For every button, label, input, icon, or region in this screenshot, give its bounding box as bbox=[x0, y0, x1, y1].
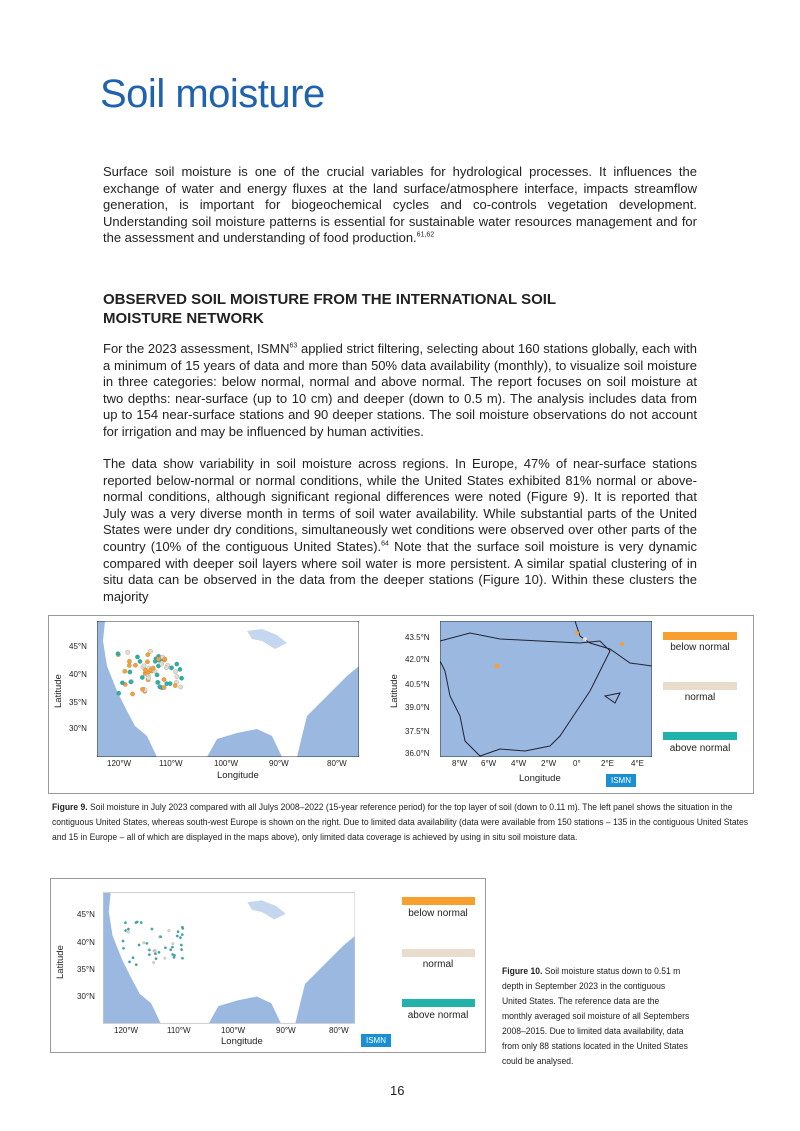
station-point bbox=[147, 676, 151, 680]
station-point bbox=[156, 657, 160, 661]
ismn-logo: ISMN bbox=[361, 1034, 391, 1047]
x-axis-label: Longitude bbox=[217, 770, 259, 781]
station-point bbox=[125, 650, 129, 654]
page-number: 16 bbox=[390, 1083, 405, 1098]
lat-tick: 43.5°N bbox=[405, 633, 430, 642]
para3-text-a: The data show variability in soil moisture across regions. In Europe, 47% of near-surface stations reported below-normal or normal conditions, while the United States exhibited 81% normal or above-normal conditions, although significant regional differences were noted (Figure 9). It is reported that July was a very diverse month in terms of soil water availability. While substantial parts of the United States were under dry conditions, simultaneously wet conditions were observed over other parts of the country (10% of the contiguous United States). bbox=[103, 456, 697, 554]
station-point bbox=[176, 935, 179, 938]
lon-tick: 4°W bbox=[511, 759, 527, 768]
lon-tick: 90°W bbox=[276, 1026, 296, 1035]
station-point bbox=[181, 933, 184, 936]
station-point bbox=[127, 659, 131, 663]
lat-tick: 30°N bbox=[77, 992, 95, 1001]
legend-label-normal: normal bbox=[422, 959, 454, 970]
legend-label-normal: normal bbox=[684, 692, 716, 703]
lon-tick: 6°W bbox=[481, 759, 497, 768]
station-point bbox=[164, 957, 167, 960]
us-map bbox=[97, 621, 359, 757]
station-point bbox=[127, 931, 130, 934]
station-point bbox=[178, 667, 182, 671]
figure-10 bbox=[50, 878, 486, 1053]
section-heading: OBSERVED SOIL MOISTURE FROM THE INTERNATIONAL SOIL MOISTURE NETWORK bbox=[103, 291, 556, 327]
para3-text-b: Note that the surface soil moisture is very dynamic compared with deeper soil layers where soil water is more persistent. A similar spatial clustering of in situ data can be observed in the data from the deeper stations (Figure 10). Within these clusters the majority bbox=[103, 538, 698, 604]
station-point bbox=[129, 680, 133, 684]
lon-tick: 80°W bbox=[327, 759, 347, 768]
station-point bbox=[165, 681, 169, 685]
lat-tick: 45°N bbox=[69, 642, 87, 651]
station-point bbox=[179, 936, 182, 939]
station-point bbox=[162, 685, 166, 689]
station-point bbox=[146, 653, 150, 657]
station-point bbox=[145, 660, 149, 664]
station-point bbox=[155, 680, 159, 684]
station-point bbox=[158, 951, 161, 954]
lat-tick: 45°N bbox=[77, 910, 95, 919]
lon-tick: 90°W bbox=[269, 759, 289, 768]
station-point bbox=[175, 662, 179, 666]
legend-label-above: above normal bbox=[407, 1010, 469, 1021]
station-point bbox=[159, 662, 163, 666]
lon-tick: 80°W bbox=[329, 1026, 349, 1035]
station-point bbox=[181, 957, 184, 960]
lat-tick: 35°N bbox=[77, 965, 95, 974]
station-point bbox=[154, 950, 157, 953]
europe-map bbox=[440, 621, 652, 757]
intro-paragraph bbox=[103, 164, 697, 247]
station-point bbox=[127, 928, 130, 931]
station-point bbox=[151, 666, 155, 670]
legend-swatch-normal bbox=[663, 682, 737, 690]
lat-tick: 42.0°N bbox=[405, 655, 430, 664]
station-point bbox=[140, 675, 144, 679]
lat-tick: 39.0°N bbox=[405, 703, 430, 712]
station-point bbox=[138, 944, 141, 947]
station-point bbox=[127, 663, 131, 667]
station-point bbox=[122, 940, 125, 943]
page-title: Soil moisture bbox=[100, 72, 325, 116]
station-point bbox=[120, 681, 124, 685]
paragraph-3 bbox=[103, 456, 697, 605]
station-point bbox=[142, 942, 145, 945]
footnote-ref: 64 bbox=[381, 540, 389, 548]
legend-swatch-normal bbox=[402, 949, 475, 957]
x-axis-label: Longitude bbox=[519, 773, 561, 784]
lon-tick: 120°W bbox=[107, 759, 132, 768]
figure-9-caption bbox=[52, 800, 760, 845]
figure-10-caption bbox=[502, 964, 691, 1069]
figure-9 bbox=[48, 615, 754, 794]
station-point bbox=[133, 663, 137, 667]
station-point bbox=[168, 929, 171, 932]
station-point bbox=[181, 926, 184, 929]
lon-tick: 4°E bbox=[631, 759, 644, 768]
lat-tick: 36.0°N bbox=[405, 749, 430, 758]
station-point bbox=[116, 652, 120, 656]
lat-tick: 40.5°N bbox=[405, 680, 430, 689]
y-axis-label: Latitude bbox=[389, 674, 400, 708]
station-point bbox=[135, 655, 139, 659]
station-point bbox=[124, 921, 127, 924]
station-point bbox=[180, 948, 183, 951]
station-point bbox=[179, 676, 183, 680]
lon-tick: 0° bbox=[573, 759, 581, 768]
station-point bbox=[136, 921, 139, 924]
station-point bbox=[148, 949, 151, 952]
lat-tick: 40°N bbox=[69, 670, 87, 679]
footnote-ref: 61,62 bbox=[416, 232, 435, 240]
lon-tick: 110°W bbox=[159, 759, 183, 768]
station-point bbox=[169, 949, 172, 952]
station-point bbox=[177, 930, 180, 933]
station-point bbox=[128, 670, 132, 674]
x-axis-label: Longitude bbox=[221, 1036, 263, 1047]
station-point bbox=[164, 665, 168, 669]
lon-tick: 2°E bbox=[601, 759, 614, 768]
caption-text: Soil moisture status down to 0.51 m depth in September 2023 in the contiguous United States. The reference data are the monthly averaged soil moisture of all Septembers 2008–2015. Due to limited data availability, data from only 88 stations located in the United States could be analysed. bbox=[502, 966, 690, 1066]
caption-label: Figure 10. bbox=[502, 966, 543, 976]
station-point bbox=[159, 935, 162, 938]
station-point bbox=[138, 659, 142, 663]
station-point bbox=[128, 961, 131, 964]
station-point bbox=[155, 957, 158, 960]
caption-label: Figure 9. bbox=[52, 802, 88, 812]
lon-tick: 120°W bbox=[114, 1026, 139, 1035]
lon-tick: 8°W bbox=[452, 759, 468, 768]
lon-tick: 100°W bbox=[221, 1026, 246, 1035]
y-axis-label: Latitude bbox=[55, 945, 66, 979]
us-map-deep bbox=[103, 892, 355, 1024]
station-point bbox=[178, 685, 182, 689]
station-point bbox=[154, 952, 157, 955]
lat-tick: 35°N bbox=[69, 698, 87, 707]
station-point bbox=[173, 956, 176, 959]
station-point bbox=[180, 944, 183, 947]
station-point bbox=[142, 664, 146, 668]
station-point bbox=[140, 921, 143, 924]
legend-swatch-above bbox=[663, 732, 737, 740]
station-point bbox=[173, 683, 177, 687]
station-point bbox=[151, 928, 154, 931]
station-point bbox=[148, 953, 151, 956]
caption-text: Soil moisture in July 2023 compared with all Julys 2008–2022 (15-year reference period) for the top layer of soil (down to 0.11 m). The left panel shows the situation in the contiguous United States, whereas south-west Europe is shown on the right. Due to limited data availability (data were available from 150 stations – 135 in the contiguous United States and 15 in Europe – all of which are displayed in the maps above), only limited data coverage is achieved by using in situ soil moisture data. bbox=[52, 802, 749, 842]
station-point bbox=[146, 942, 149, 945]
lon-tick: 110°W bbox=[167, 1026, 191, 1035]
intro-text: Surface soil moisture is one of the crucial variables for hydrological processes. It influences the exchange of water and energy fluxes at the land surface/atmosphere interface, impacts streamflow generation, is important for biogeochemical cycles and co-controls vegetation development. Understanding soil moisture patterns is essential for sustainable water resources management and for the assessment and understanding of food production. bbox=[103, 164, 697, 246]
footnote-ref: 63 bbox=[289, 342, 298, 350]
legend-label-below: below normal bbox=[670, 642, 730, 653]
lat-tick: 40°N bbox=[77, 938, 95, 947]
station-point bbox=[132, 957, 135, 960]
lat-tick: 30°N bbox=[69, 724, 87, 733]
station-point bbox=[135, 963, 138, 966]
para2-text-a: For the 2023 assessment, ISMN bbox=[103, 341, 290, 356]
station-point bbox=[175, 674, 179, 678]
lon-tick: 2°W bbox=[541, 759, 557, 768]
station-point bbox=[124, 929, 127, 932]
station-point bbox=[123, 669, 127, 673]
para2-text-b: applied strict filtering, selecting about 160 stations globally, each with a minimum of 15 years of data and more than 50% data availability (monthly), to visualize soil moisture in three categories: below normal, normal and above normal. The report focuses on soil moisture at two depths: near-surface (up to 10 cm) and deeper (down to 0.5 m). The analysis includes data from up to 154 near-surface stations and 90 deeper stations. The soil moisture observations do not account for irrigation and may be influenced by human activities. bbox=[103, 341, 697, 439]
ismn-logo: ISMN bbox=[606, 774, 636, 787]
lon-tick: 100°W bbox=[214, 759, 239, 768]
legend-swatch-above bbox=[402, 999, 475, 1007]
station-point bbox=[171, 946, 174, 949]
station-point bbox=[169, 666, 173, 670]
station-point bbox=[164, 947, 167, 950]
station-point bbox=[152, 961, 155, 964]
station-point bbox=[140, 687, 144, 691]
station-point bbox=[172, 942, 175, 945]
station-point bbox=[155, 673, 159, 677]
legend-swatch-below bbox=[402, 897, 475, 905]
station-point bbox=[130, 692, 134, 696]
station-point bbox=[171, 953, 174, 956]
station-point bbox=[162, 677, 166, 681]
station-point bbox=[163, 657, 167, 661]
station-point bbox=[158, 685, 162, 689]
legend-label-above: above normal bbox=[669, 743, 731, 754]
station-point bbox=[117, 691, 121, 695]
paragraph-2 bbox=[103, 341, 697, 441]
legend-label-below: below normal bbox=[408, 908, 468, 919]
lat-tick: 37.5°N bbox=[405, 727, 430, 736]
legend-swatch-below bbox=[663, 632, 737, 640]
y-axis-label: Latitude bbox=[53, 674, 64, 708]
station-point bbox=[122, 947, 125, 950]
station-point bbox=[173, 670, 177, 674]
